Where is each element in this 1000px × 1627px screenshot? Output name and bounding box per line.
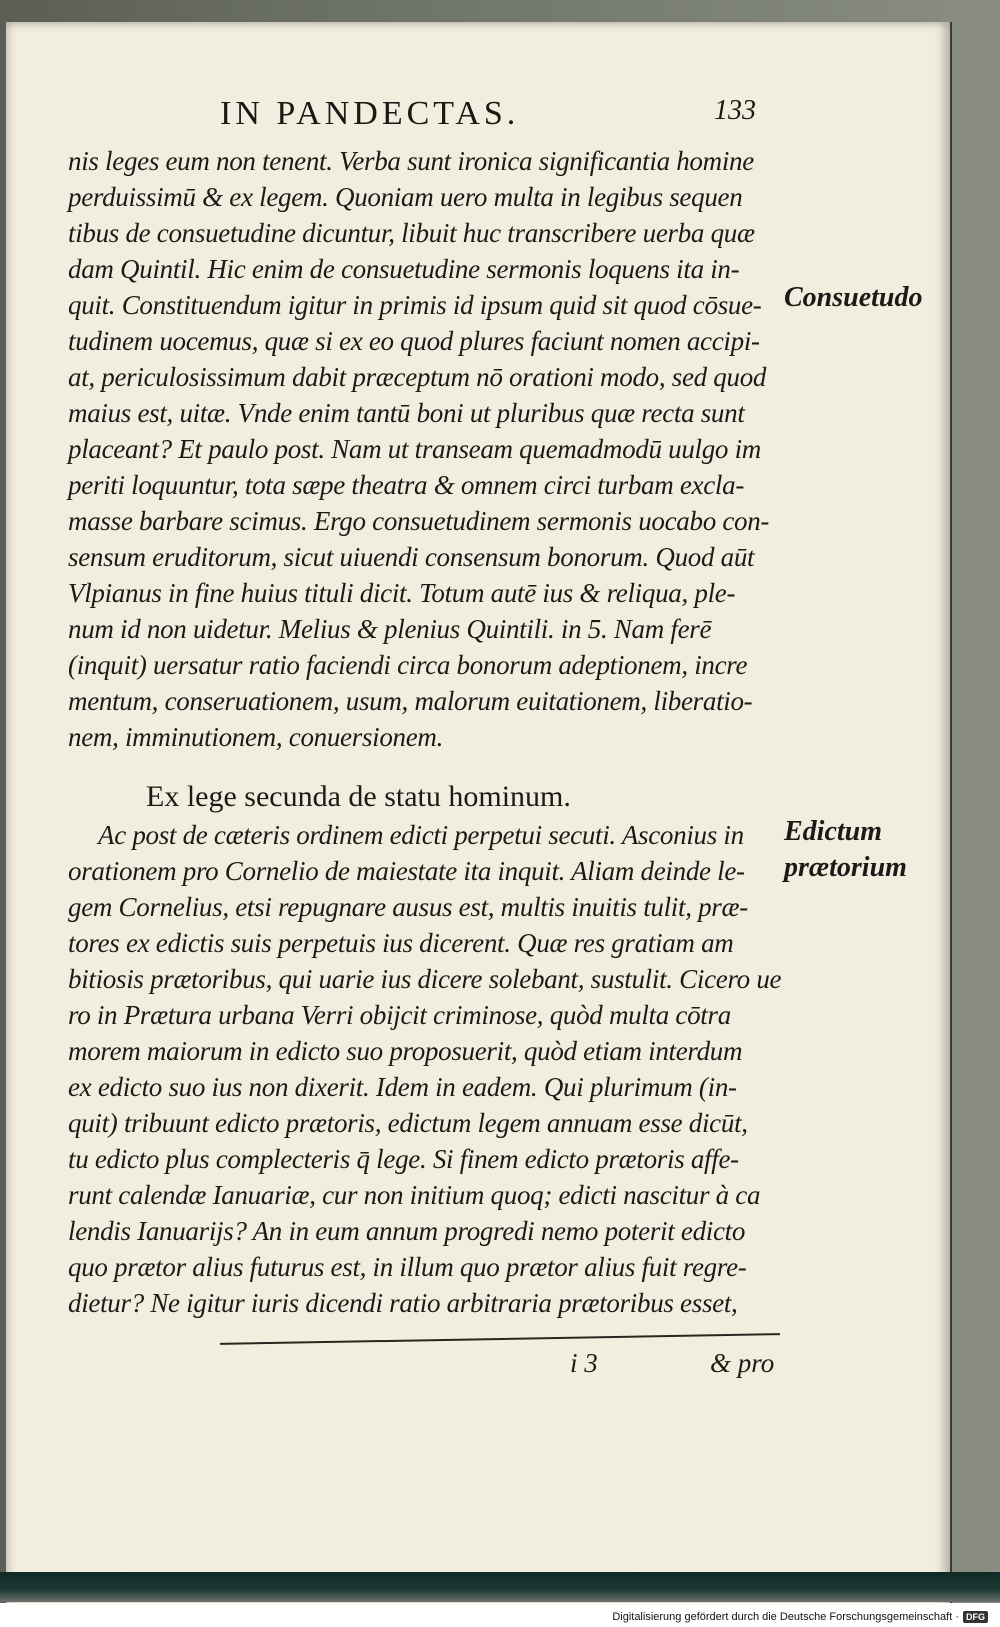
text-line: nem, imminutionem, conuersionem.: [68, 722, 444, 752]
text-line: periti loquuntur, tota sæpe theatra & omnem circi turbam excla-: [68, 470, 745, 500]
text-line: bitiosis prætoribus, qui uarie ius dicere solebant, sustulit. Cicero ue: [68, 964, 782, 994]
footer-credit: Digitalisierung gefördert durch die Deutsche Forschungsgemeinschaft ·: [612, 1611, 959, 1623]
text-line: masse barbare scimus. Ergo consuetudinem sermonis uocabo con-: [68, 506, 770, 536]
catchword: & pro: [710, 1348, 775, 1378]
margin-note-consuetudo: Consuetudo: [784, 282, 923, 313]
margin-note-edictum: Edictum: [784, 816, 883, 847]
folio-number: 133: [714, 95, 756, 126]
text-line: maius est, uitæ. Vnde enim tantū boni ut pluribus quæ recta sunt: [68, 398, 745, 428]
text-line: nis leges eum non tenent. Verba sunt ironica significantia homine: [68, 146, 754, 176]
margin-note-praetorium: prætorium: [784, 852, 907, 883]
text-line: tibus de consuetudine dicuntur, libuit huc transcribere uerba quæ: [68, 218, 755, 248]
page-edge: [0, 1572, 1000, 1602]
text-line: dietur? Ne igitur iuris dicendi ratio arbitraria prætoribus esset,: [68, 1288, 738, 1318]
text-line: quo prætor alius futurus est, in illum quo prætor alius fuit regre-: [68, 1252, 747, 1282]
text-line: dam Quintil. Hic enim de consuetudine sermonis loquens ita in-: [68, 254, 740, 284]
text-line: gem Cornelius, etsi repugnare ausus est, multis inuitis tulit, præ-: [68, 892, 748, 922]
text-line: morem maiorum in edicto suo proposuerit, quòd etiam interdum: [68, 1036, 743, 1066]
text-line: tudinem uocemus, quæ si ex eo quod plures faciunt nomen accipi-: [68, 326, 760, 356]
dfg-logo-icon: DFG: [963, 1611, 988, 1623]
text-line: perduissimū & ex legem. Quoniam uero multa in legibus sequen: [68, 182, 743, 212]
text-line: sensum eruditorum, sicut uiuendi consensum bonorum. Quod aūt: [68, 542, 755, 572]
text-line: mentum, conseruationem, usum, malorum euitationem, liberatio-: [68, 686, 753, 716]
text-line: quit) tribuunt edicto prætoris, edictum legem annuam esse dicūt,: [68, 1108, 748, 1138]
text-line: (inquit) uersatur ratio faciendi circa bonorum adeptionem, incre: [68, 650, 748, 680]
footer: [612, 1611, 988, 1623]
signature-mark: i 3: [570, 1348, 598, 1378]
text-line: placeant? Et paulo post. Nam ut transeam quemadmodū uulgo im: [68, 434, 761, 464]
text-line: at, periculosissimum dabit præceptum nō orationi modo, sed quod: [68, 362, 767, 392]
text-line: ex edicto suo ius non dixerit. Idem in eadem. Qui plurimum (in-: [68, 1072, 737, 1102]
text-line: lendis Ianuarijs? An in eum annum progredi nemo poterit edicto: [68, 1216, 746, 1246]
text-line: num id non uidetur. Melius & plenius Quintili. in 5. Nam ferē: [68, 614, 712, 644]
text-line: runt calendæ Ianuariæ, cur non initium quoq; edicti nascitur à ca: [68, 1180, 761, 1210]
text-line: quit. Constituendum igitur in primis id ipsum quid sit quod cōsue-: [68, 290, 762, 320]
text-line: orationem pro Cornelio de maiestate ita inquit. Aliam deinde le-: [68, 856, 745, 886]
section-heading: Ex lege secunda de statu hominum.: [146, 780, 571, 813]
text-line: ro in Prætura urbana Verri obijcit criminose, quòd multa cōtra: [68, 1000, 731, 1030]
text-line: tores ex edictis suis perpetuis ius dicerent. Quæ res gratiam am: [68, 928, 734, 958]
text-line: Vlpianus in fine huius tituli dicit. Totum autē ius & reliqua, ple-: [68, 578, 736, 608]
text-line: tu edicto plus complecteris q̄ lege. Si finem edicto prætoris affe-: [68, 1144, 739, 1174]
text-line: Ac post de cæteris ordinem edicti perpetui secuti. Asconius in: [98, 820, 744, 850]
running-head: IN PANDECTAS.: [220, 95, 520, 132]
